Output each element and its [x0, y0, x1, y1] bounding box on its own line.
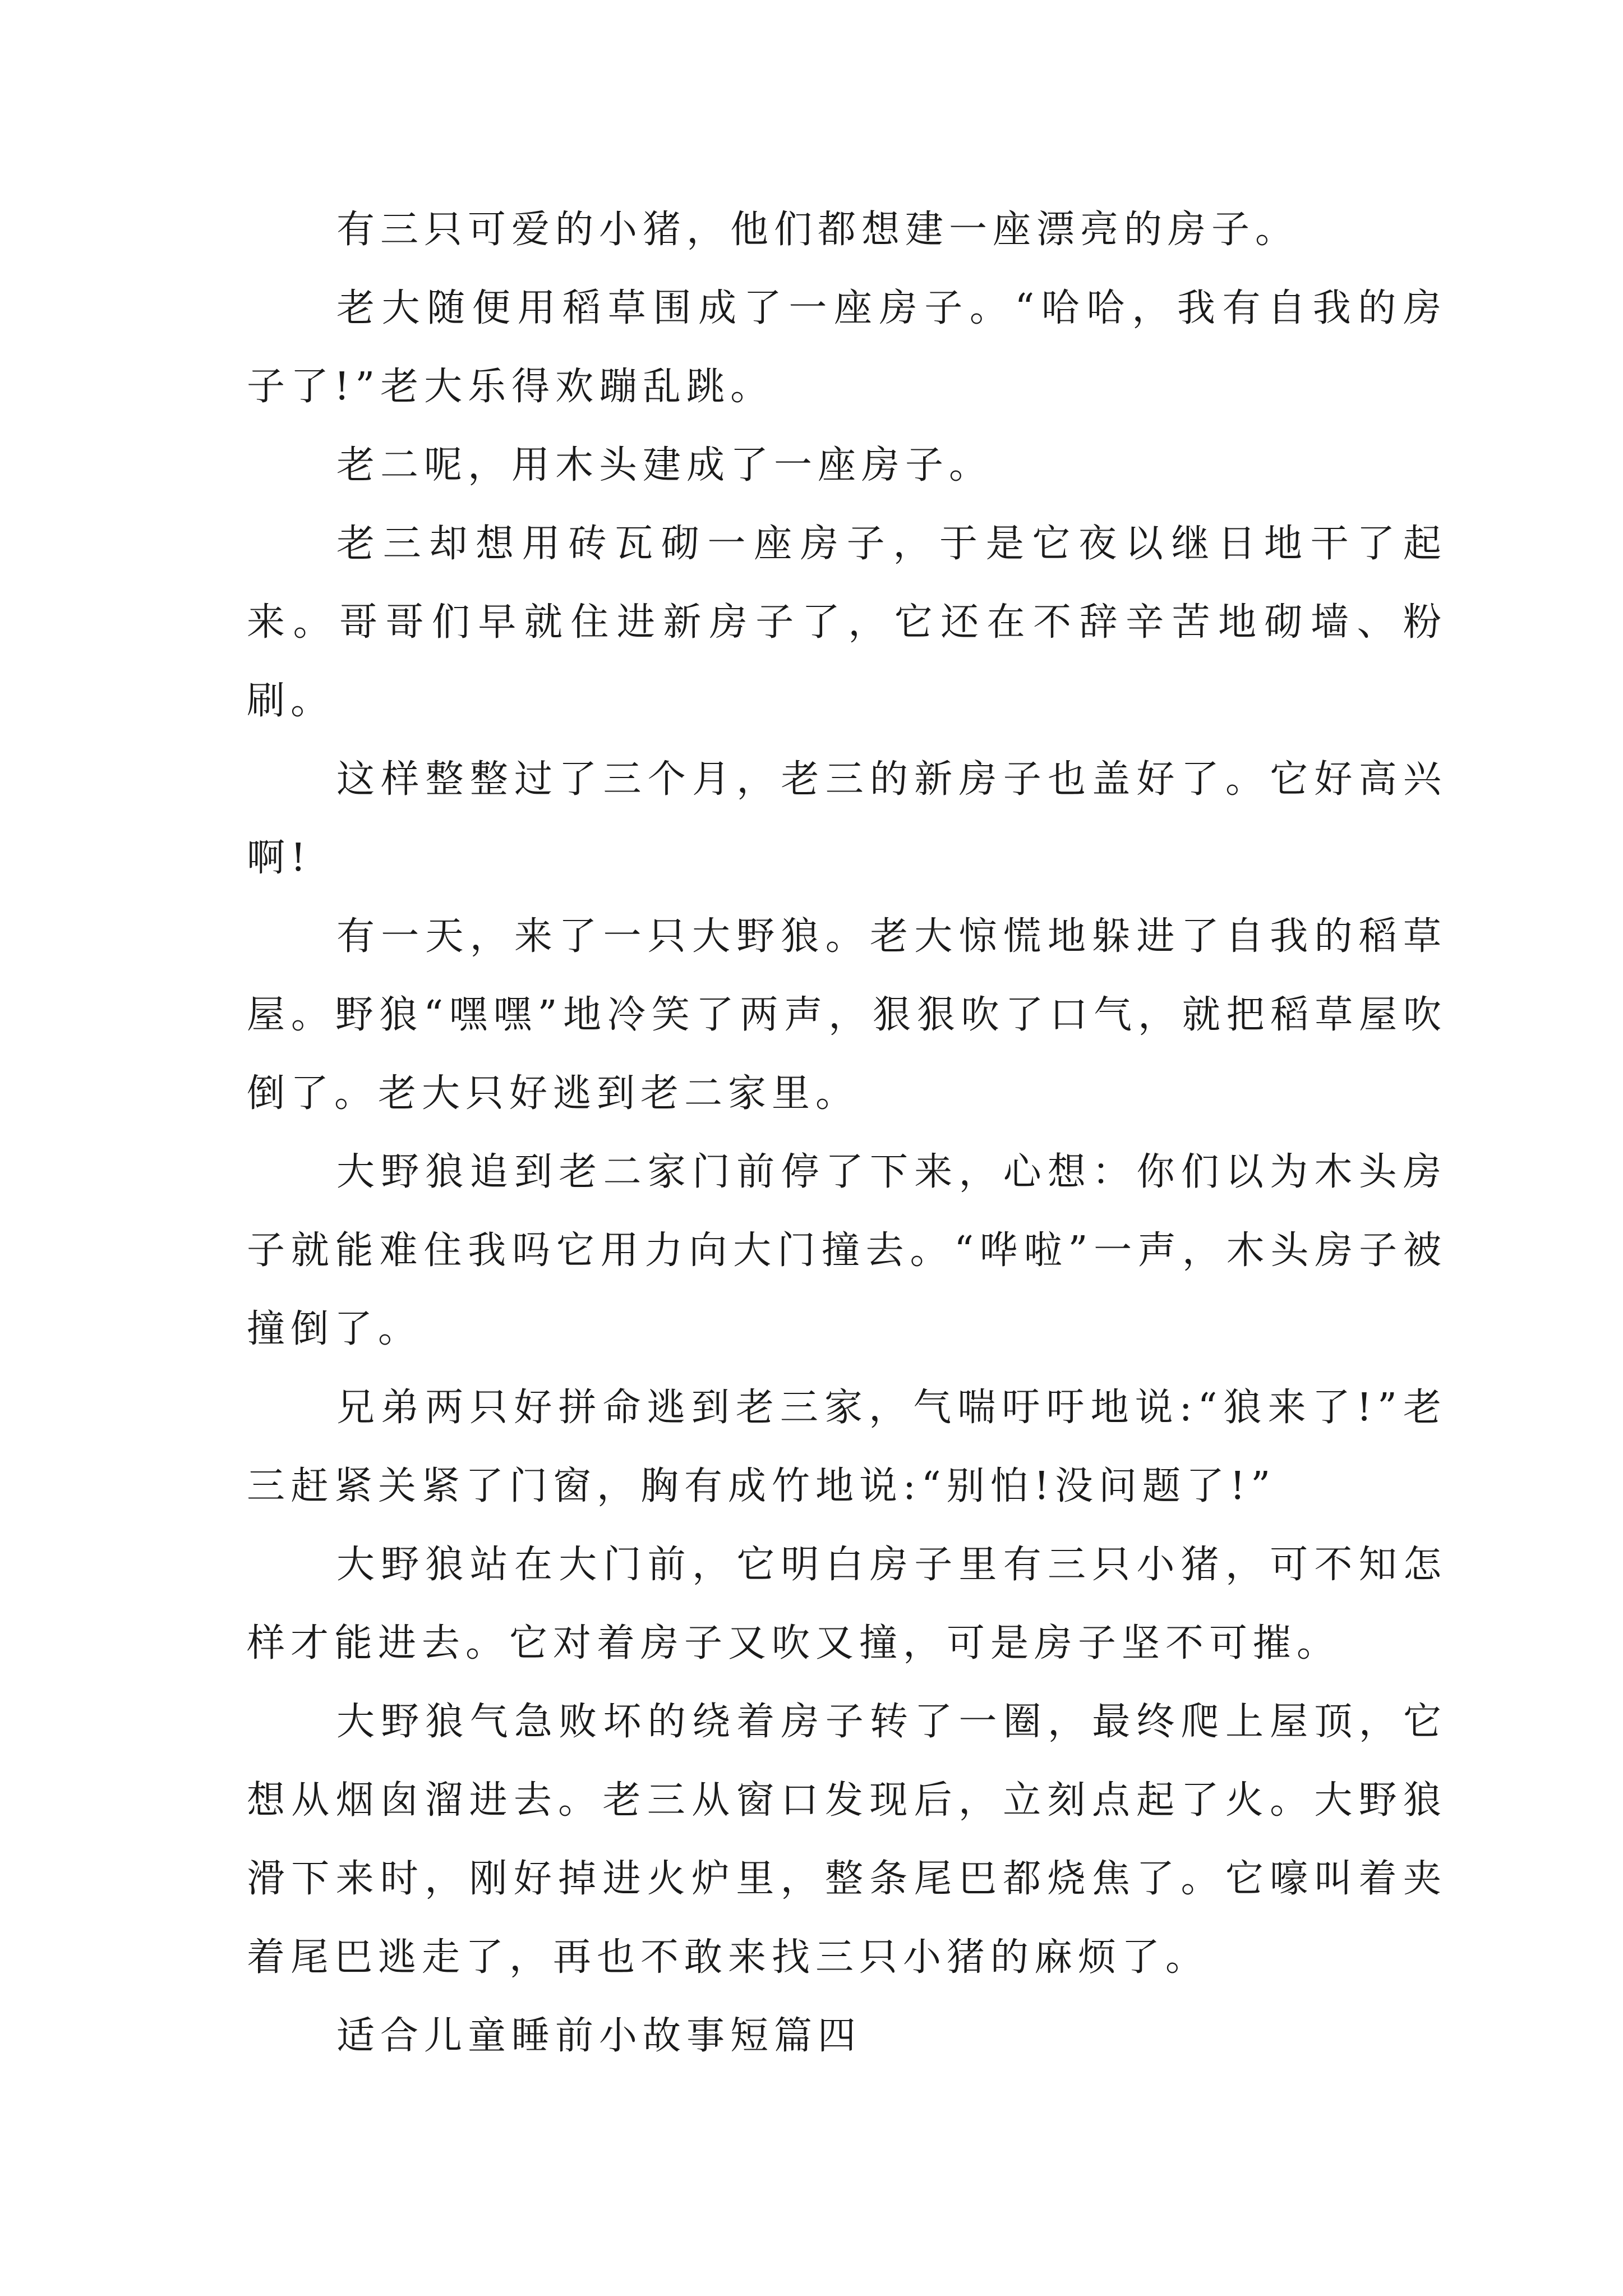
paragraph-6: 有一天，来了一只大野狼。老大惊慌地躲进了自我的稻草屋。野狼“嘿嘿”地冷笑了两声，狠狠吹了口气，就把稻草屋吹倒了。老大只好逃到老二家里。 — [247, 914, 1447, 1116]
paragraph-3: 老二呢，用木头建成了一座房子。 — [336, 443, 993, 487]
paragraph-10: 大野狼气急败坏的绕着房子转了一圈，最终爬上屋顶，它想从烟囱溜进去。老三从窗口发现后，立刻点起了火。大野狼滑下来时，刚好掉进火炉里，整条尾巴都烧焦了。它嚎叫着夹着尾巴逃走了，再也不敢来找三只小猪的麻烦了。 — [247, 1700, 1447, 1980]
paragraph-8: 兄弟两只好拼命逃到老三家，气喘吁吁地说:“狼来了!”老三赶紧关紧了门窗，胸有成竹地说:“别怕!没问题了!” — [247, 1386, 1447, 1508]
paragraph-5: 这样整整过了三个月，老三的新房子也盖好了。它好高兴啊! — [247, 757, 1447, 880]
story-text — [247, 191, 1447, 2076]
paragraph-1: 有三只可爱的小猪，他们都想建一座漂亮的房子。 — [336, 208, 1299, 252]
section-heading: 适合儿童睡前小故事短篇四 — [336, 2014, 862, 2058]
paragraph-2: 老大随便用稻草围成了一座房子。“哈哈，我有自我的房子了!”老大乐得欢蹦乱跳。 — [247, 286, 1447, 409]
paragraph-7: 大野狼追到老二家门前停了下来，心想：你们以为木头房子就能难住我吗它用力向大门撞去。“哗啦”一声，木头房子被撞倒了。 — [247, 1150, 1447, 1351]
paragraph-9: 大野狼站在大门前，它明白房子里有三只小猪，可不知怎样才能进去。它对着房子又吹又撞，可是房子坚不可摧。 — [247, 1543, 1447, 1665]
paragraph-4: 老三却想用砖瓦砌一座房子，于是它夜以继日地干了起来。哥哥们早就住进新房子了，它还在不辞辛苦地砌墙、粉刷。 — [247, 522, 1447, 723]
